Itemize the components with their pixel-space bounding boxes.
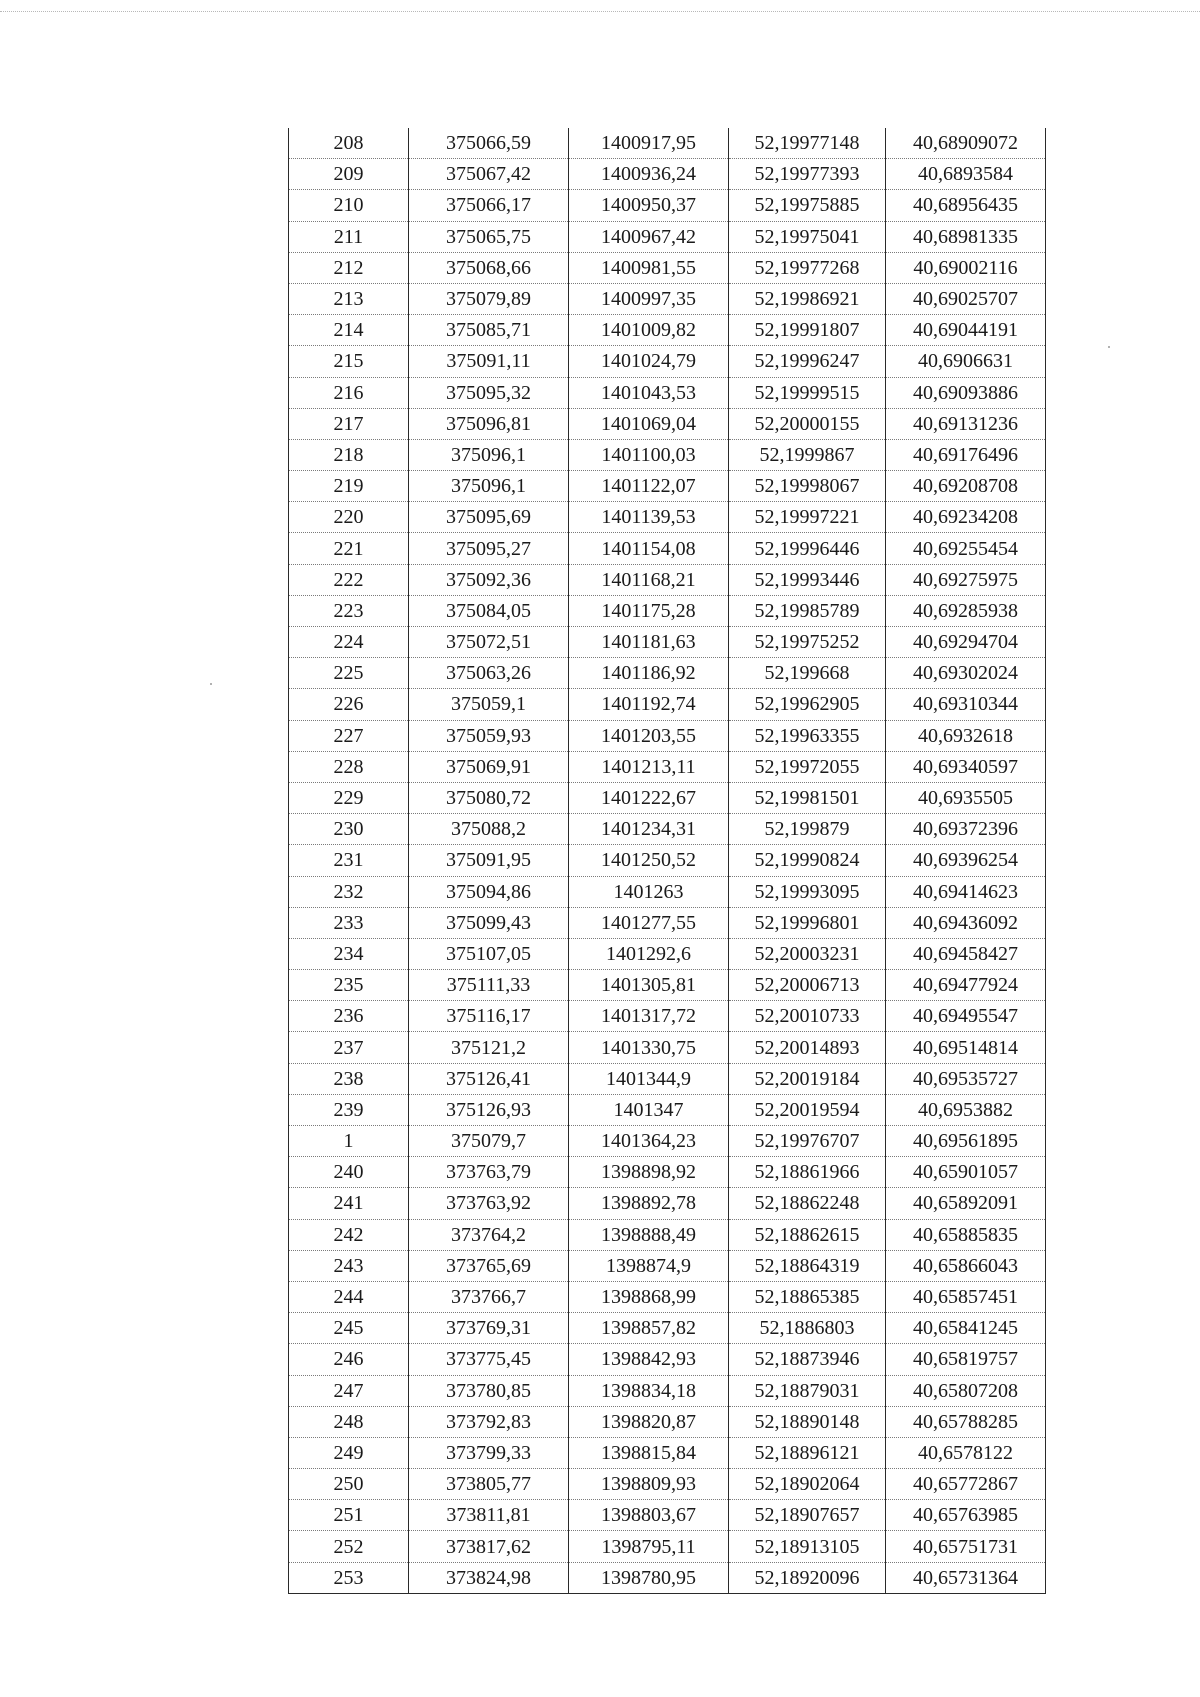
point-number-cell: 253 [289, 1562, 409, 1593]
table-row [289, 1250, 1046, 1281]
table-row [289, 814, 1046, 845]
x-coordinate-cell: 375121,2 [409, 1032, 569, 1063]
point-number-cell: 213 [289, 283, 409, 314]
x-coordinate-cell: 375107,05 [409, 938, 569, 969]
latitude-cell: 52,19996801 [729, 907, 886, 938]
latitude-cell: 52,18913105 [729, 1531, 886, 1562]
latitude-cell: 52,1886803 [729, 1313, 886, 1344]
longitude-cell: 40,69002116 [886, 252, 1046, 283]
latitude-cell: 52,19998067 [729, 471, 886, 502]
latitude-cell: 52,19997221 [729, 502, 886, 533]
point-number-cell: 212 [289, 252, 409, 283]
point-number-cell: 246 [289, 1344, 409, 1375]
latitude-cell: 52,19975252 [729, 627, 886, 658]
longitude-cell: 40,6935505 [886, 782, 1046, 813]
point-number-cell: 233 [289, 907, 409, 938]
point-number-cell: 250 [289, 1469, 409, 1500]
x-coordinate-cell: 375088,2 [409, 814, 569, 845]
point-number-cell: 241 [289, 1188, 409, 1219]
table-row [289, 533, 1046, 564]
x-coordinate-cell: 375085,71 [409, 315, 569, 346]
x-coordinate-cell: 375066,17 [409, 190, 569, 221]
point-number-cell: 242 [289, 1219, 409, 1250]
x-coordinate-cell: 375116,17 [409, 1001, 569, 1032]
y-coordinate-cell: 1398892,78 [569, 1188, 729, 1219]
point-number-cell: 224 [289, 627, 409, 658]
table-row [289, 782, 1046, 813]
y-coordinate-cell: 1398898,92 [569, 1157, 729, 1188]
table-row [289, 471, 1046, 502]
y-coordinate-cell: 1401175,28 [569, 595, 729, 626]
table-row [289, 751, 1046, 782]
longitude-cell: 40,69535727 [886, 1063, 1046, 1094]
latitude-cell: 52,19999515 [729, 377, 886, 408]
point-number-cell: 1 [289, 1126, 409, 1157]
point-number-cell: 222 [289, 564, 409, 595]
table-row [289, 1469, 1046, 1500]
y-coordinate-cell: 1398857,82 [569, 1313, 729, 1344]
point-number-cell: 221 [289, 533, 409, 564]
point-number-cell: 238 [289, 1063, 409, 1094]
longitude-cell: 40,69131236 [886, 408, 1046, 439]
latitude-cell: 52,19996247 [729, 346, 886, 377]
latitude-cell: 52,20014893 [729, 1032, 886, 1063]
x-coordinate-cell: 375065,75 [409, 221, 569, 252]
table-row [289, 1032, 1046, 1063]
table-row [289, 377, 1046, 408]
x-coordinate-cell: 375059,1 [409, 689, 569, 720]
point-number-cell: 214 [289, 315, 409, 346]
longitude-cell: 40,6893584 [886, 159, 1046, 190]
latitude-cell: 52,199668 [729, 658, 886, 689]
point-number-cell: 228 [289, 751, 409, 782]
latitude-cell: 52,19986921 [729, 283, 886, 314]
x-coordinate-cell: 375096,1 [409, 471, 569, 502]
point-number-cell: 236 [289, 1001, 409, 1032]
coordinates-table [288, 128, 1046, 1594]
y-coordinate-cell: 1401009,82 [569, 315, 729, 346]
table-row [289, 315, 1046, 346]
longitude-cell: 40,65841245 [886, 1313, 1046, 1344]
y-coordinate-cell: 1401250,52 [569, 845, 729, 876]
x-coordinate-cell: 373775,45 [409, 1344, 569, 1375]
longitude-cell: 40,69234208 [886, 502, 1046, 533]
latitude-cell: 52,20010733 [729, 1001, 886, 1032]
x-coordinate-cell: 375069,91 [409, 751, 569, 782]
table-row [289, 128, 1046, 159]
point-number-cell: 249 [289, 1437, 409, 1468]
table-row [289, 1281, 1046, 1312]
y-coordinate-cell: 1401263 [569, 876, 729, 907]
x-coordinate-cell: 375084,05 [409, 595, 569, 626]
y-coordinate-cell: 1401277,55 [569, 907, 729, 938]
longitude-cell: 40,68909072 [886, 128, 1046, 159]
x-coordinate-cell: 375126,93 [409, 1094, 569, 1125]
x-coordinate-cell: 375092,36 [409, 564, 569, 595]
y-coordinate-cell: 1401181,63 [569, 627, 729, 658]
latitude-cell: 52,19993095 [729, 876, 886, 907]
table-row [289, 252, 1046, 283]
latitude-cell: 52,18896121 [729, 1437, 886, 1468]
table-row [289, 658, 1046, 689]
x-coordinate-cell: 375063,26 [409, 658, 569, 689]
y-coordinate-cell: 1401234,31 [569, 814, 729, 845]
y-coordinate-cell: 1401330,75 [569, 1032, 729, 1063]
y-coordinate-cell: 1401213,11 [569, 751, 729, 782]
table-row [289, 159, 1046, 190]
point-number-cell: 208 [289, 128, 409, 159]
point-number-cell: 209 [289, 159, 409, 190]
longitude-cell: 40,65819757 [886, 1344, 1046, 1375]
x-coordinate-cell: 375091,11 [409, 346, 569, 377]
table-row [289, 1094, 1046, 1125]
scan-speck [210, 683, 212, 685]
table-row [289, 595, 1046, 626]
longitude-cell: 40,69176496 [886, 439, 1046, 470]
longitude-cell: 40,69514814 [886, 1032, 1046, 1063]
table-row [289, 1001, 1046, 1032]
longitude-cell: 40,6932618 [886, 720, 1046, 751]
x-coordinate-cell: 375099,43 [409, 907, 569, 938]
latitude-cell: 52,19977393 [729, 159, 886, 190]
table-row [289, 1188, 1046, 1219]
x-coordinate-cell: 375094,86 [409, 876, 569, 907]
latitude-cell: 52,19981501 [729, 782, 886, 813]
point-number-cell: 229 [289, 782, 409, 813]
point-number-cell: 243 [289, 1250, 409, 1281]
table-row [289, 1219, 1046, 1250]
y-coordinate-cell: 1400967,42 [569, 221, 729, 252]
y-coordinate-cell: 1401168,21 [569, 564, 729, 595]
point-number-cell: 234 [289, 938, 409, 969]
y-coordinate-cell: 1401305,81 [569, 970, 729, 1001]
x-coordinate-cell: 373766,7 [409, 1281, 569, 1312]
latitude-cell: 52,19991807 [729, 315, 886, 346]
y-coordinate-cell: 1398868,99 [569, 1281, 729, 1312]
x-coordinate-cell: 373780,85 [409, 1375, 569, 1406]
point-number-cell: 210 [289, 190, 409, 221]
latitude-cell: 52,19975041 [729, 221, 886, 252]
point-number-cell: 235 [289, 970, 409, 1001]
point-number-cell: 244 [289, 1281, 409, 1312]
table-row [289, 689, 1046, 720]
coordinates-table-body [289, 128, 1046, 1593]
y-coordinate-cell: 1401292,6 [569, 938, 729, 969]
point-number-cell: 247 [289, 1375, 409, 1406]
point-number-cell: 225 [289, 658, 409, 689]
x-coordinate-cell: 375095,32 [409, 377, 569, 408]
table-row [289, 564, 1046, 595]
x-coordinate-cell: 375091,95 [409, 845, 569, 876]
longitude-cell: 40,69044191 [886, 315, 1046, 346]
y-coordinate-cell: 1400950,37 [569, 190, 729, 221]
table-row [289, 1344, 1046, 1375]
point-number-cell: 240 [289, 1157, 409, 1188]
latitude-cell: 52,19972055 [729, 751, 886, 782]
longitude-cell: 40,69495547 [886, 1001, 1046, 1032]
latitude-cell: 52,20006713 [729, 970, 886, 1001]
longitude-cell: 40,69477924 [886, 970, 1046, 1001]
longitude-cell: 40,69310344 [886, 689, 1046, 720]
x-coordinate-cell: 375126,41 [409, 1063, 569, 1094]
point-number-cell: 217 [289, 408, 409, 439]
longitude-cell: 40,69208708 [886, 471, 1046, 502]
table-row [289, 1313, 1046, 1344]
latitude-cell: 52,20003231 [729, 938, 886, 969]
table-row [289, 627, 1046, 658]
y-coordinate-cell: 1401043,53 [569, 377, 729, 408]
y-coordinate-cell: 1398834,18 [569, 1375, 729, 1406]
latitude-cell: 52,1999867 [729, 439, 886, 470]
y-coordinate-cell: 1398888,49 [569, 1219, 729, 1250]
x-coordinate-cell: 375079,89 [409, 283, 569, 314]
table-row [289, 1562, 1046, 1593]
x-coordinate-cell: 373763,79 [409, 1157, 569, 1188]
latitude-cell: 52,18861966 [729, 1157, 886, 1188]
y-coordinate-cell: 1400917,95 [569, 128, 729, 159]
longitude-cell: 40,69340597 [886, 751, 1046, 782]
point-number-cell: 218 [289, 439, 409, 470]
latitude-cell: 52,19977268 [729, 252, 886, 283]
point-number-cell: 227 [289, 720, 409, 751]
x-coordinate-cell: 375059,93 [409, 720, 569, 751]
longitude-cell: 40,68981335 [886, 221, 1046, 252]
latitude-cell: 52,20019184 [729, 1063, 886, 1094]
latitude-cell: 52,18862615 [729, 1219, 886, 1250]
x-coordinate-cell: 375111,33 [409, 970, 569, 1001]
longitude-cell: 40,68956435 [886, 190, 1046, 221]
table-row [289, 876, 1046, 907]
x-coordinate-cell: 375079,7 [409, 1126, 569, 1157]
x-coordinate-cell: 373769,31 [409, 1313, 569, 1344]
y-coordinate-cell: 1401154,08 [569, 533, 729, 564]
y-coordinate-cell: 1398820,87 [569, 1406, 729, 1437]
x-coordinate-cell: 373763,92 [409, 1188, 569, 1219]
latitude-cell: 52,20000155 [729, 408, 886, 439]
table-row [289, 190, 1046, 221]
latitude-cell: 52,19996446 [729, 533, 886, 564]
longitude-cell: 40,6953882 [886, 1094, 1046, 1125]
y-coordinate-cell: 1398874,9 [569, 1250, 729, 1281]
y-coordinate-cell: 1401222,67 [569, 782, 729, 813]
table-row [289, 1157, 1046, 1188]
x-coordinate-cell: 373792,83 [409, 1406, 569, 1437]
table-row [289, 221, 1046, 252]
latitude-cell: 52,20019594 [729, 1094, 886, 1125]
longitude-cell: 40,69025707 [886, 283, 1046, 314]
x-coordinate-cell: 375096,1 [409, 439, 569, 470]
longitude-cell: 40,65857451 [886, 1281, 1046, 1312]
point-number-cell: 211 [289, 221, 409, 252]
latitude-cell: 52,19993446 [729, 564, 886, 595]
point-number-cell: 226 [289, 689, 409, 720]
longitude-cell: 40,65751731 [886, 1531, 1046, 1562]
longitude-cell: 40,69294704 [886, 627, 1046, 658]
table-row [289, 408, 1046, 439]
scan-edge-line [0, 11, 1200, 12]
table-row [289, 1126, 1046, 1157]
x-coordinate-cell: 375096,81 [409, 408, 569, 439]
latitude-cell: 52,19963355 [729, 720, 886, 751]
y-coordinate-cell: 1398803,67 [569, 1500, 729, 1531]
latitude-cell: 52,19975885 [729, 190, 886, 221]
point-number-cell: 215 [289, 346, 409, 377]
point-number-cell: 230 [289, 814, 409, 845]
latitude-cell: 52,19962905 [729, 689, 886, 720]
point-number-cell: 216 [289, 377, 409, 408]
table-row [289, 283, 1046, 314]
longitude-cell: 40,65866043 [886, 1250, 1046, 1281]
point-number-cell: 251 [289, 1500, 409, 1531]
y-coordinate-cell: 1400936,24 [569, 159, 729, 190]
y-coordinate-cell: 1400981,55 [569, 252, 729, 283]
point-number-cell: 232 [289, 876, 409, 907]
point-number-cell: 252 [289, 1531, 409, 1562]
table-row [289, 938, 1046, 969]
x-coordinate-cell: 375080,72 [409, 782, 569, 813]
y-coordinate-cell: 1401347 [569, 1094, 729, 1125]
table-row [289, 1063, 1046, 1094]
y-coordinate-cell: 1401317,72 [569, 1001, 729, 1032]
table-row [289, 720, 1046, 751]
y-coordinate-cell: 1400997,35 [569, 283, 729, 314]
y-coordinate-cell: 1401139,53 [569, 502, 729, 533]
latitude-cell: 52,199879 [729, 814, 886, 845]
y-coordinate-cell: 1398809,93 [569, 1469, 729, 1500]
point-number-cell: 248 [289, 1406, 409, 1437]
longitude-cell: 40,65885835 [886, 1219, 1046, 1250]
x-coordinate-cell: 375095,69 [409, 502, 569, 533]
x-coordinate-cell: 373817,62 [409, 1531, 569, 1562]
latitude-cell: 52,18902064 [729, 1469, 886, 1500]
longitude-cell: 40,6906631 [886, 346, 1046, 377]
latitude-cell: 52,19990824 [729, 845, 886, 876]
point-number-cell: 239 [289, 1094, 409, 1125]
longitude-cell: 40,6578122 [886, 1437, 1046, 1468]
x-coordinate-cell: 373805,77 [409, 1469, 569, 1500]
longitude-cell: 40,65901057 [886, 1157, 1046, 1188]
table-row [289, 907, 1046, 938]
longitude-cell: 40,65807208 [886, 1375, 1046, 1406]
latitude-cell: 52,19977148 [729, 128, 886, 159]
table-row [289, 502, 1046, 533]
x-coordinate-cell: 375067,42 [409, 159, 569, 190]
x-coordinate-cell: 373799,33 [409, 1437, 569, 1468]
x-coordinate-cell: 375095,27 [409, 533, 569, 564]
y-coordinate-cell: 1401100,03 [569, 439, 729, 470]
y-coordinate-cell: 1398780,95 [569, 1562, 729, 1593]
table-row [289, 1500, 1046, 1531]
longitude-cell: 40,69302024 [886, 658, 1046, 689]
latitude-cell: 52,18879031 [729, 1375, 886, 1406]
longitude-cell: 40,69414623 [886, 876, 1046, 907]
latitude-cell: 52,19985789 [729, 595, 886, 626]
longitude-cell: 40,65731364 [886, 1562, 1046, 1593]
latitude-cell: 52,18873946 [729, 1344, 886, 1375]
latitude-cell: 52,18920096 [729, 1562, 886, 1593]
latitude-cell: 52,18864319 [729, 1250, 886, 1281]
y-coordinate-cell: 1401186,92 [569, 658, 729, 689]
longitude-cell: 40,69275975 [886, 564, 1046, 595]
longitude-cell: 40,69285938 [886, 595, 1046, 626]
latitude-cell: 52,18865385 [729, 1281, 886, 1312]
longitude-cell: 40,69372396 [886, 814, 1046, 845]
table-row [289, 1437, 1046, 1468]
x-coordinate-cell: 373824,98 [409, 1562, 569, 1593]
longitude-cell: 40,65892091 [886, 1188, 1046, 1219]
table-row [289, 970, 1046, 1001]
y-coordinate-cell: 1398815,84 [569, 1437, 729, 1468]
y-coordinate-cell: 1401203,55 [569, 720, 729, 751]
table-row [289, 439, 1046, 470]
y-coordinate-cell: 1401192,74 [569, 689, 729, 720]
x-coordinate-cell: 373811,81 [409, 1500, 569, 1531]
point-number-cell: 231 [289, 845, 409, 876]
x-coordinate-cell: 375072,51 [409, 627, 569, 658]
table-row [289, 346, 1046, 377]
point-number-cell: 245 [289, 1313, 409, 1344]
y-coordinate-cell: 1398795,11 [569, 1531, 729, 1562]
x-coordinate-cell: 375068,66 [409, 252, 569, 283]
table-row [289, 845, 1046, 876]
longitude-cell: 40,65788285 [886, 1406, 1046, 1437]
longitude-cell: 40,65772867 [886, 1469, 1046, 1500]
y-coordinate-cell: 1401122,07 [569, 471, 729, 502]
x-coordinate-cell: 373764,2 [409, 1219, 569, 1250]
x-coordinate-cell: 375066,59 [409, 128, 569, 159]
point-number-cell: 219 [289, 471, 409, 502]
y-coordinate-cell: 1401024,79 [569, 346, 729, 377]
point-number-cell: 237 [289, 1032, 409, 1063]
longitude-cell: 40,65763985 [886, 1500, 1046, 1531]
latitude-cell: 52,18862248 [729, 1188, 886, 1219]
table-row [289, 1531, 1046, 1562]
point-number-cell: 220 [289, 502, 409, 533]
x-coordinate-cell: 373765,69 [409, 1250, 569, 1281]
y-coordinate-cell: 1398842,93 [569, 1344, 729, 1375]
longitude-cell: 40,69436092 [886, 907, 1046, 938]
scan-speck [1108, 346, 1110, 348]
latitude-cell: 52,19976707 [729, 1126, 886, 1157]
y-coordinate-cell: 1401069,04 [569, 408, 729, 439]
longitude-cell: 40,69396254 [886, 845, 1046, 876]
longitude-cell: 40,69093886 [886, 377, 1046, 408]
latitude-cell: 52,18907657 [729, 1500, 886, 1531]
point-number-cell: 223 [289, 595, 409, 626]
y-coordinate-cell: 1401364,23 [569, 1126, 729, 1157]
table-row [289, 1375, 1046, 1406]
longitude-cell: 40,69255454 [886, 533, 1046, 564]
longitude-cell: 40,69561895 [886, 1126, 1046, 1157]
latitude-cell: 52,18890148 [729, 1406, 886, 1437]
table-row [289, 1406, 1046, 1437]
y-coordinate-cell: 1401344,9 [569, 1063, 729, 1094]
longitude-cell: 40,69458427 [886, 938, 1046, 969]
